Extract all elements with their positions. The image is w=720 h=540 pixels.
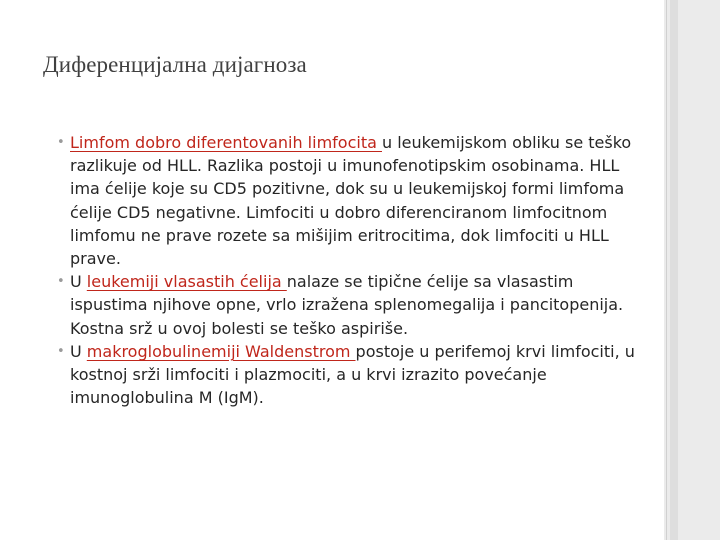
bullet-text: nalaze se tipične ćelije sa vlasastim ispustima njihove opne, vrlo izražena splenomegalija i pancitopenija. Kostna srž u ovoj bolesti se teško aspiriše. <box>70 272 624 338</box>
link-leukemija-vlasastih-celija[interactable]: leukemiji vlasastih ćelija <box>86 272 287 292</box>
bullet-text: postoje u perifemoj krvi limfociti, u kostnoj srži limfociti i plazmociti, a u krvi izrazito povećanje imunoglobulina M (IgM). <box>70 341 635 408</box>
bullet-prefix: U <box>70 272 87 292</box>
side-decoration-line <box>666 0 667 540</box>
bullet-dot-icon: • <box>57 343 65 359</box>
bullet-dot-icon: • <box>57 135 65 150</box>
bullet-list <box>48 131 648 409</box>
link-makroglobulinemija[interactable]: makroglobulinemiji Waldenstrom <box>86 341 356 361</box>
slide-title: Диференцијална дијагноза <box>43 52 307 77</box>
bullet-dot-icon: • <box>57 274 65 290</box>
bullet-item-2 <box>48 270 648 340</box>
bullet-item-3 <box>48 340 648 410</box>
bullet-text: u leukemijskom obliku se teško razlikuje od HLL. Razlika postoji u imunofenotipskim osobinama. HLL ima ćelije koje su CD5 pozitivne, dok su u leukemijskoj formi limfoma ćelije CD5 negativne. Limfociti u dobro diferenciranom limfocitnom limfomu ne prave rozete sa mišijim eritrocitima, dok limfociti u HLL prave. <box>70 133 632 269</box>
bullet-item-1 <box>48 131 648 270</box>
bullet-prefix: U <box>70 341 87 361</box>
link-limfom[interactable]: Limfom dobro diferentovanih limfocita <box>70 133 382 152</box>
side-decoration-stripe <box>670 0 678 540</box>
